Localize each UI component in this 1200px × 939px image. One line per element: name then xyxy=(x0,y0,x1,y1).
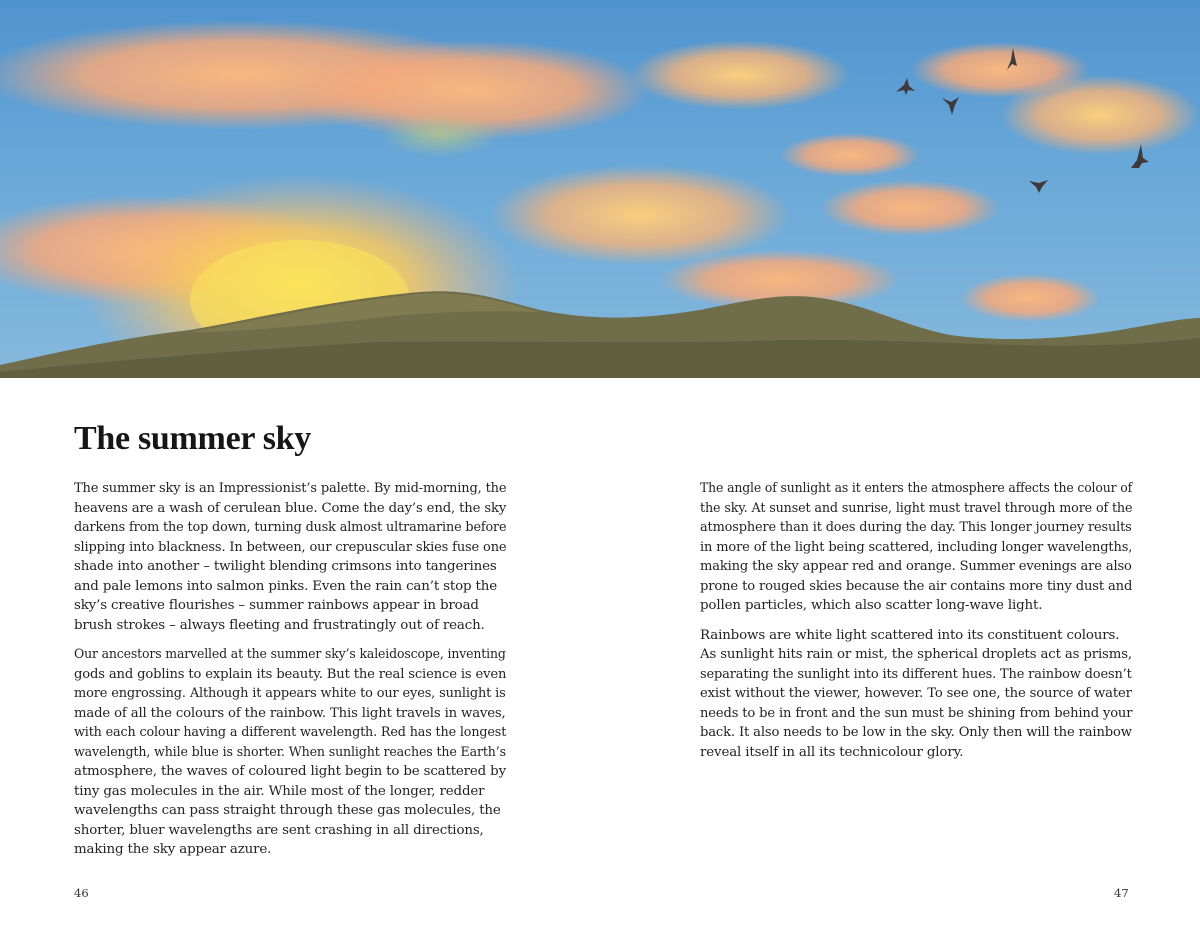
text-line: in more of the light being scattered, including longer wavelengths, xyxy=(700,539,1133,555)
text-line: darkens from the top down, turning dusk almost ultramarine before xyxy=(74,520,507,535)
text-line: the sky. At sunset and sunrise, light must travel through more of the xyxy=(700,500,1133,516)
text-line: Our ancestors marvelled at the summer sky’s kaleidoscope, inventing xyxy=(74,647,506,662)
text-line: reveal itself in all its technicolour glory. xyxy=(700,744,964,760)
text-line: needs to be in front and the sun must be shining from behind your xyxy=(700,705,1133,721)
text-line: wavelengths can pass straight through these gas molecules, the xyxy=(74,803,501,818)
cloud xyxy=(1000,75,1200,155)
text-line: Rainbows are white light scattered into its constituent colours. xyxy=(700,627,1120,643)
text-line: with each colour having a different wavelength. Red has the longest xyxy=(74,725,507,740)
text-line: heavens are a wash of cerulean blue. Come the day’s end, the sky xyxy=(74,500,507,516)
paragraph xyxy=(74,479,506,635)
text-line: The summer sky is an Impressionist’s palette. By mid-morning, the xyxy=(74,481,507,496)
cloud xyxy=(820,180,1000,236)
paragraph xyxy=(700,479,1132,616)
text-line: gods and goblins to explain its beauty. But the real science is even xyxy=(74,666,507,682)
text-line: The angle of sunlight as it enters the atmosphere affects the colour of xyxy=(700,481,1133,496)
cloud xyxy=(630,40,850,110)
text-line: shorter, bluer wavelengths are sent crashing in all directions, xyxy=(74,822,484,838)
paragraph xyxy=(700,626,1132,763)
text-line: prone to rouged skies because the air contains more tiny dust and xyxy=(700,578,1133,594)
page-title: The summer sky xyxy=(74,420,311,457)
text-line: atmosphere than it does during the day. This longer journey results xyxy=(700,520,1132,535)
page-number-right: 47 xyxy=(1114,886,1129,900)
text-line: brush strokes – always fleeting and frustratingly out of reach. xyxy=(74,617,485,633)
page-number-left: 46 xyxy=(74,886,89,900)
text-line: tiny gas molecules in the air. While most of the longer, redder xyxy=(74,783,485,799)
text-line: wavelength, while blue is shorter. When sunlight reaches the Earth’s xyxy=(74,744,506,760)
text-line: exist without the viewer, however. To see one, the source of water xyxy=(700,686,1132,701)
cloud xyxy=(490,165,790,265)
green-tint xyxy=(380,113,500,157)
text-line: made of all the colours of the rainbow. This light travels in waves, xyxy=(74,705,506,721)
text-line: slipping into blackness. In between, our crepuscular skies fuse one xyxy=(74,539,507,555)
text-line: more engrossing. Although it appears white to our eyes, sunlight is xyxy=(74,686,506,701)
text-line: shade into another – twilight blending crimsons into tangerines xyxy=(74,559,497,574)
cloud xyxy=(960,274,1100,322)
text-line: making the sky appear azure. xyxy=(74,842,272,857)
text-line: atmosphere, the waves of coloured light begin to be scattered by xyxy=(74,764,506,779)
summer-sky-illustration xyxy=(0,0,1200,378)
text-line: and pale lemons into salmon pinks. Even the rain can’t stop the xyxy=(74,578,498,594)
left-column xyxy=(74,479,506,870)
right-column xyxy=(700,479,1132,772)
text-line: making the sky appear red and orange. Summer evenings are also xyxy=(700,559,1132,574)
text-line: separating the sunlight into its different hues. The rainbow doesn’t xyxy=(700,666,1132,682)
text-line: pollen particles, which also scatter long-wave light. xyxy=(700,598,1043,613)
paragraph xyxy=(74,645,506,860)
text-line: back. It also needs to be low in the sky. Only then will the rainbow xyxy=(700,725,1132,740)
text-line: sky’s creative flourishes – summer rainbows appear in broad xyxy=(74,598,479,613)
text-line: As sunlight hits rain or mist, the spherical droplets act as prisms, xyxy=(700,647,1132,662)
cloud xyxy=(780,133,920,177)
